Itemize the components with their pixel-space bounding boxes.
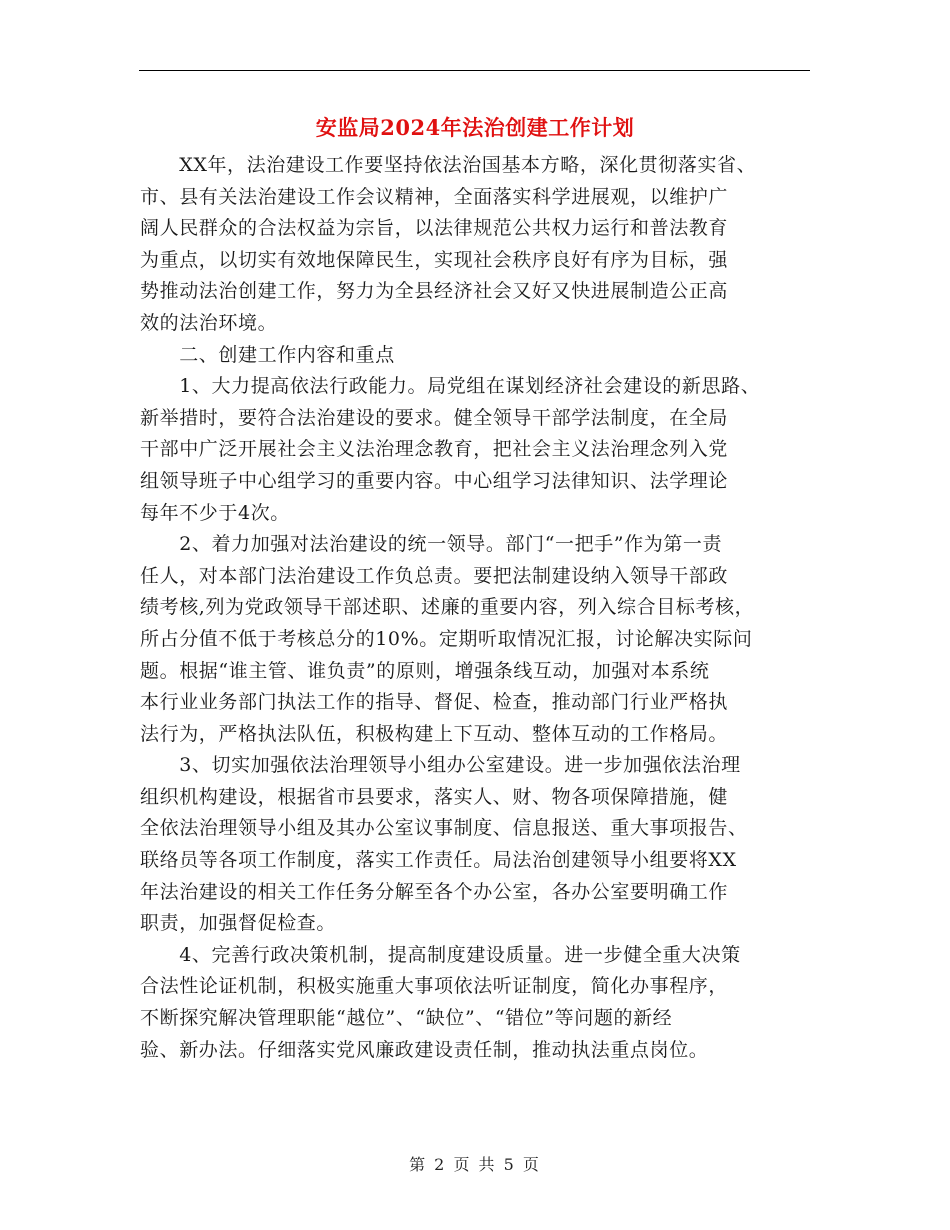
body-text-line: 干部中广泛开展社会主义法治理念教育，把社会主义法治理念列入党: [140, 438, 729, 461]
body-text-line: 合法性论证机制，积极实施重大事项依法听证制度，简化办事程序，: [140, 975, 729, 998]
body-text-line: 绩考核,列为党政领导干部述职、述廉的重要内容，列入综合目标考核，: [140, 596, 755, 619]
body-text-line: 势推动法治创建工作，努力为全县经济社会又好又快进展制造公正高: [140, 280, 729, 303]
document-body: [140, 150, 830, 1066]
body-text-line: 联络员等各项工作制度，落实工作责任。局法治创建领导小组要将XX: [140, 849, 737, 872]
body-text-line: 本行业业务部门执法工作的指导、督促、检查，推动部门行业严格执: [140, 691, 729, 714]
body-text-line: 题。根据“谁主管、谁负责”的原则，增强条线互动，加强对本系统: [140, 659, 710, 682]
document-title: 安监局2024年法治创建工作计划: [315, 115, 635, 140]
body-text-line: 组织机构建设，根据省市县要求，落实人、财、物各项保障措施，健: [140, 785, 729, 808]
body-text-line: 2、着力加强对法治建设的统一领导。部门“一把手”作为第一责: [140, 533, 723, 556]
body-text-line: 所占分值不低于考核总分的10%。定期听取情况汇报，讨论解决实际问: [140, 627, 753, 650]
body-text-line: 不断探究解决管理职能“越位”、“缺位”、“错位”等问题的新经: [140, 1007, 673, 1030]
body-text-line: 每年不少于4次。: [140, 501, 290, 524]
body-text-line: 全依法治理领导小组及其办公室议事制度、信息报送、重大事项报告、: [140, 817, 748, 840]
body-text-line: 组领导班子中心组学习的重要内容。中心组学习法律知识、法学理论: [140, 469, 729, 492]
body-text-line: XX年，法治建设工作要坚持依法治国基本方略，深化贯彻落实省、: [140, 154, 757, 176]
body-text-line: 新举措时，要符合法治建设的要求。健全领导干部学法制度，在全局: [140, 406, 729, 429]
body-text-line: 验、新办法。仔细落实党风廉政建设责任制，推动执法重点岗位。: [140, 1038, 709, 1061]
page-number: 第 2 页 共 5 页: [409, 1155, 541, 1174]
body-text-line: 年法治建设的相关工作任务分解至各个办公室，各办公室要明确工作: [140, 880, 729, 903]
body-text-line: 3、切实加强依法治理领导小组办公室建设。进一步加强依法治理: [140, 754, 741, 777]
body-text-line: 为重点，以切实有效地保障民生，实现社会秩序良好有序为目标，强: [140, 248, 729, 271]
header-rule: [139, 70, 810, 71]
body-text-line: 1、大力提高依法行政能力。局党组在谋划经济社会建设的新思路、: [140, 375, 761, 398]
body-text-line: 4、完善行政决策机制，提高制度建设质量。进一步健全重大决策: [140, 943, 741, 966]
body-text-line: 效的法治环境。: [140, 311, 278, 334]
body-text-line: 任人，对本部门法治建设工作负总责。要把法制建设纳入领导干部政: [140, 564, 729, 587]
body-text-line: 市、县有关法治建设工作会议精神，全面落实科学进展观，以维护广: [140, 185, 729, 208]
body-text-line: 二、创建工作内容和重点: [140, 343, 395, 366]
body-text-line: 阔人民群众的合法权益为宗旨，以法律规范公共权力运行和普法教育: [140, 217, 729, 240]
body-text-line: 职责，加强督促检查。: [140, 912, 337, 935]
body-text-line: 法行为，严格执法队伍，积极构建上下互动、整体互动的工作格局。: [140, 722, 729, 745]
